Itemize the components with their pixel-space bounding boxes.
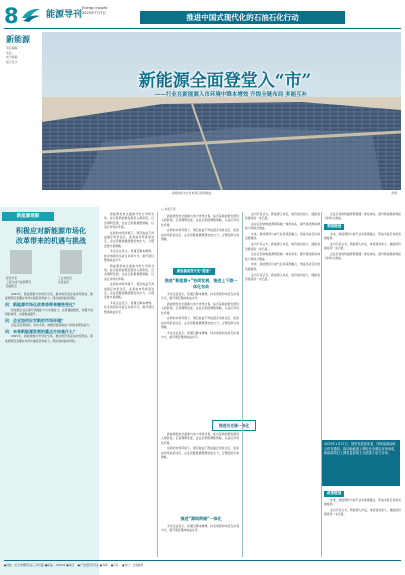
sub-heading: 问：企业如何应对新的市场环境？	[5, 317, 65, 323]
lead-photo	[42, 32, 401, 190]
middle-column-end	[161, 524, 239, 557]
left-column-tag: 新能源观察	[2, 212, 54, 221]
left-column-body	[5, 292, 93, 556]
paragraph: 在新的市场环境下，项目收益不再由固定电价决定，而是由市场供需决定。企业需要准确预测发电出力，合理安排交易策略。	[104, 230, 154, 248]
paragraph: 企业应加快构建源网荷储一体化体系，提升新能源消纳能力和综合效益。	[324, 212, 401, 221]
middle-column-body	[161, 292, 239, 418]
paragraph: 多家企业表示，将通过降本增效、技术创新和多能互补等方式，提升项目整体收益水平。	[161, 330, 239, 340]
sub-heading: 推进“新能源+”协同发展，推进上下游一体化布局	[164, 278, 238, 289]
paragraph: 业内专家认为，新能源入市后，电价波动加大，储能的价值将进一步凸显。	[324, 241, 401, 250]
right-column-lower	[324, 490, 401, 557]
person-caption	[58, 276, 88, 284]
paragraph: 在新的市场环境下，项目收益不再由固定电价决定，而是由市场供需决定。企业需要准确预测发电出力，合理安排交易策略。	[161, 316, 239, 330]
issue-date: 2025年7月7日	[82, 11, 106, 15]
sub-heading: 问：新能源市场化改革将带来哪些变化？	[5, 302, 77, 308]
paragraph: 未来，新能源将与油气业务深度融合，形成多能互补的发展格局。	[245, 262, 320, 271]
photo-credit: 供图	[391, 191, 397, 195]
paragraph: 多家企业表示，将通过降本增效、技术创新和多能互补等方式，提升项目整体收益水平。	[104, 301, 154, 314]
highlight-box: 推进风光储一体化	[212, 420, 256, 431]
paragraph: 新能源发电全面参与电力市场交易，标志着新能源发展进入新阶段。记者调研发现，企业正积极调整策略，以适应市场化环境。	[161, 214, 239, 227]
column-divider	[242, 212, 243, 557]
footer-info: ●地址：北京市朝阳区东三环中路 ●邮编：100020 ●电话： ●广告经营许可证 ●印刷： ●定价： ●发行：全国邮局	[4, 563, 144, 567]
paper-en: Energy Insight	[82, 6, 108, 10]
byline: □ 本报记者	[161, 207, 176, 211]
paragraph: 新能源发电全面参与电力市场交易，标志着新能源发展进入新阶段。记者调研发现，企业正积极调整策略，以适应市场化环境。	[104, 212, 154, 229]
left-column-title	[6, 226, 96, 246]
caption-text: 新疆油田光伏发电项目现场航拍。	[172, 191, 214, 195]
paragraph: 多家企业表示，将通过降本增效、技术创新和多能互补等方式，提升项目整体收益水平。	[161, 292, 239, 301]
paragraph: 企业应加快构建源网荷储一体化体系，提升新能源消纳能力和综合效益。	[245, 252, 320, 261]
page-number: 8	[4, 4, 19, 28]
paper-name: 能源导刊	[46, 10, 83, 20]
paragraph: 未来，新能源将与油气业务深度融合，形成多能互补的发展格局。	[245, 232, 320, 241]
section-label: 新能源	[6, 35, 30, 44]
paragraph: 2025年，新能源参与市场化交易，推动电价逐步由市场形成。新能源项目需要在市场中提高竞争能力，同时承担波动风险。	[5, 292, 93, 301]
column-divider	[157, 212, 158, 557]
masthead-rule	[4, 28, 401, 29]
paragraph: 多家企业表示，将通过降本增效、技术创新和多能互补等方式，提升项目整体收益水平。	[104, 249, 154, 262]
headline: 新能源全面登堂入“市”	[138, 71, 312, 91]
paragraph: 业内专家认为，新能源入市后，电价波动加大，储能的价值将进一步凸显。	[245, 242, 320, 251]
person-caption	[6, 276, 36, 288]
title-line: 改革带来的机遇与挑战	[16, 237, 86, 245]
paragraph: 在新的市场环境下，项目收益不再由固定电价决定，而是由市场供需决定。企业需要准确预测发电出力，合理安排交易策略。	[161, 228, 239, 241]
paragraph: 新能源企业应提升预测能力与交易能力，完善储能配套，加强与电网的协同，实现效益提升。	[5, 307, 93, 316]
title-line: 积极应对新能源市场化	[16, 227, 86, 235]
paragraph: 在新的市场环境下，项目收益不再由固定电价决定，而是由市场供需决定。企业需要准确预测发电出力，合理安排交易策略。	[104, 282, 154, 300]
sub-section-box: 新能源高效开发“提速”	[173, 268, 215, 275]
avatar	[10, 250, 32, 274]
middle-column-lower	[161, 432, 239, 512]
link-tag: 政策链接	[324, 491, 344, 497]
paragraph: 新能源发电全面参与电力市场交易，标志着新能源发展进入新阶段。记者调研发现，企业正积极调整策略，以适应市场化环境。	[161, 432, 239, 445]
paragraph: 未来，新能源将与油气业务深度融合，形成多能互补的发展格局。	[324, 497, 401, 506]
right-left-column	[245, 212, 320, 557]
paragraph: 业内专家认为，新能源入市后，电价波动加大，储能的价值将进一步凸显。	[245, 272, 320, 281]
column-divider	[321, 212, 322, 557]
masthead-meta	[82, 6, 118, 16]
info-line: 版式设计：	[6, 59, 20, 64]
avatar	[60, 250, 82, 274]
link-tag: 观察链接	[324, 224, 344, 230]
paragraph: 企业应加快构建源网荷储一体化体系，提升新能源消纳能力和综合效益。	[324, 251, 401, 261]
name-line: 工程与油气能源研究	[6, 280, 32, 284]
info-line: 责任编辑：	[6, 46, 20, 50]
paragraph: 企业应加快构建源网荷储一体化体系，提升新能源消纳能力和综合效益。	[245, 222, 320, 231]
paragraph: 企业应统筹规划，优化布局，增强资源获取能力和技术研发能力。	[11, 323, 93, 328]
info-line: 电子邮箱：	[6, 55, 20, 59]
paragraph: 新能源发电全面参与电力市场交易，标志着新能源发展进入新阶段。记者调研发现，企业正积极调整策略，以适应市场化环境。	[104, 263, 154, 281]
middle-column-intro	[161, 214, 239, 266]
logo-icon	[20, 6, 42, 24]
editor-info	[6, 46, 38, 64]
right-column	[324, 212, 401, 437]
sub-heading: 推进“源网荷储”一体化	[180, 516, 222, 521]
middle-left-column	[104, 212, 154, 557]
info-line: 电话：	[6, 50, 15, 55]
name-line: 化部委员	[58, 280, 70, 284]
policy-info-box: 2025年1月27日，国家发展改革委、国家能源局联合印发通知，推动新能源上网电价全面由市场形成，新能源项目上网电量原则上全部进入电力市场。	[322, 440, 400, 486]
name-line: 院副院长	[6, 284, 18, 288]
photo-caption	[172, 191, 397, 195]
paragraph: 业内专家认为，新能源入市后，电价波动加大，储能的价值将进一步凸显。	[245, 212, 320, 221]
name-line: 经济学家	[6, 276, 18, 280]
banner-slogan: 推进中国式现代化的石油石化行动	[140, 11, 345, 24]
sub-headline: ——行业在新能源入市环境中降本增效 升级全链布局 多能互补	[154, 92, 308, 98]
paragraph: 新能源发电全面参与电力市场交易，标志着新能源发展进入新阶段。记者调研发现，企业正积极调整策略，以适应市场化环境。	[161, 302, 239, 315]
name-line: 工业和信息	[58, 276, 72, 280]
paragraph: 在新的市场环境下，项目收益不再由固定电价决定，而是由市场供需决定。企业需要准确预测发电出力，合理安排交易策略。	[161, 446, 239, 459]
paragraph: 业内专家认为，新能源入市后，电价波动加大，储能的价值将进一步凸显。	[324, 507, 401, 516]
paragraph: 多家企业表示，将通过降本增效、技术创新和多能互补等方式，提升项目整体收益水平。	[161, 524, 239, 533]
paragraph: 2025年，新能源参与市场化交易，推动电价逐步由市场形成。新能源项目需要在市场中提高竞争能力，同时承担波动风险。	[5, 334, 93, 343]
footer-rule	[4, 560, 401, 561]
paragraph: 未来，新能源将与油气业务深度融合，形成多能互补的发展格局。	[324, 231, 401, 240]
sub-heading: 问：未来新能源发展的重点方向是什么？	[5, 328, 77, 334]
